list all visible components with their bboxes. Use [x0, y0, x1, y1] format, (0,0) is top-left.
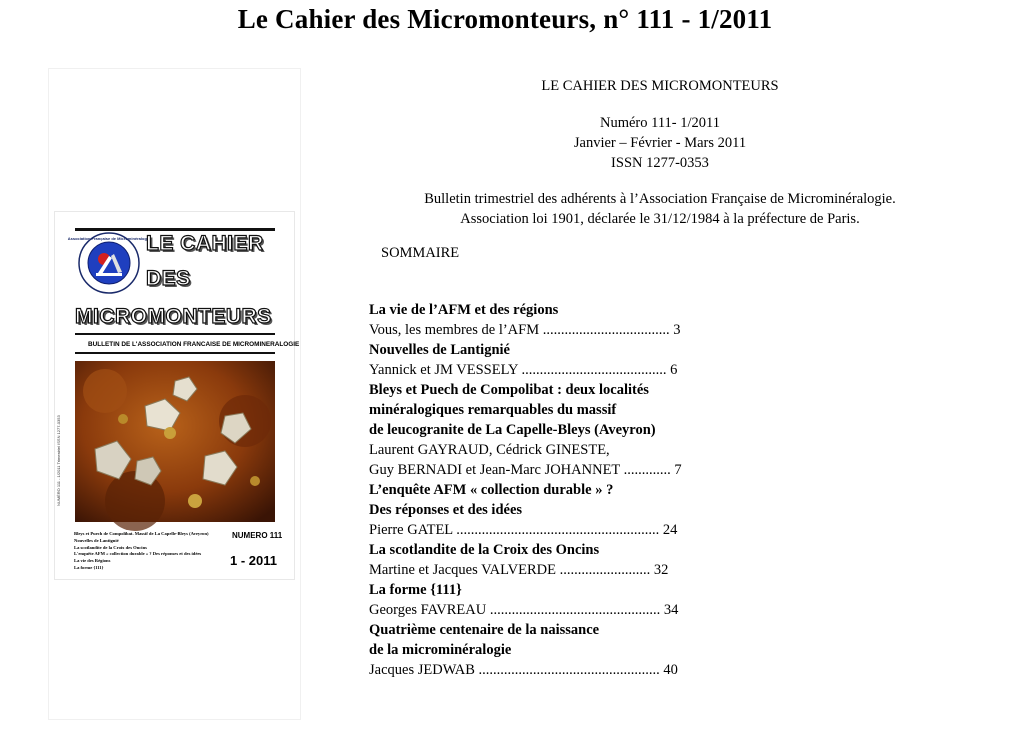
toc-entry: Martine et Jacques VALVERDE ......................... 32 [369, 562, 669, 578]
cover-date: 1 - 2011 [230, 553, 277, 568]
cover-contents-item: Bleys et Puech de Compolibat. Massif de La Capelle-Bleys (Aveyron) [74, 531, 209, 536]
toc-entry: Pierre GATEL ........................................................ 24 [369, 522, 678, 538]
cover-title-line3: MICROMONTEURS [75, 305, 272, 328]
page-title: Le Cahier des Micromonteurs, n° 111 - 1/2011 [237, 4, 773, 34]
toc-section-title: Bleys et Puech de Compolibat : deux localités [369, 382, 649, 398]
toc-section-title: La scotlandite de la Croix des Oncins [369, 542, 600, 558]
toc-section-title: de la microminéralogie [369, 642, 512, 658]
bulletin-description [380, 189, 940, 229]
cover-numero: NUMERO 111 [232, 531, 283, 540]
bulletin-line-1: Bulletin trimestriel des adhérents à l’Association Française de Microminéralogie. [424, 191, 896, 207]
cover-contents [74, 531, 224, 572]
toc-entry: Laurent GAYRAUD, Cédrick GINESTE, [369, 442, 610, 458]
cover-contents-item: La forme {111} [74, 564, 104, 570]
bulletin-line-2: Association loi 1901, déclarée le 31/12/1984 à la préfecture de Paris. [460, 211, 860, 227]
cover-spine-text: NUMÉRO 111 - 1/2011 Trimestriel ISSN 1277-0353 [56, 415, 61, 506]
issue-period: Janvier – Février - Mars 2011 [573, 135, 747, 151]
toc-section-title: L’enquête AFM « collection durable » ? [369, 482, 614, 498]
toc-entry: Jacques JEDWAB .................................................. 40 [369, 662, 678, 678]
cover-rule-top [75, 228, 275, 231]
magazine-name: LE CAHIER DES MICROMONTEURS [541, 78, 779, 94]
cover-title-line1: LE CAHIER [146, 232, 264, 255]
issue-number: Numéro 111- 1/2011 [599, 115, 720, 131]
sommaire-heading: SOMMAIRE [381, 245, 460, 261]
toc-section-title: de leucogranite de La Capelle-Bleys (Aveyron) [369, 422, 656, 438]
toc-entry: Vous, les membres de l’AFM ................................... 3 [369, 322, 681, 338]
logo-ring-text: Association Française de Microminéralogie [67, 236, 151, 241]
cover-contents-item: Nouvelles de Lantignié [74, 537, 119, 543]
cover-contents-item: La vie des Régions [74, 558, 111, 564]
toc-section-title: minéralogiques remarquables du massif [369, 402, 617, 418]
issue-info [380, 113, 940, 173]
cover-title-line2: DES [146, 267, 191, 290]
cover-rule-bottom [75, 352, 275, 354]
cover-contents-item: La scotlandite de la Croix des Oncins [74, 544, 147, 550]
toc-section-title: La forme {111} [369, 582, 462, 598]
toc-section-title: La vie de l’AFM et des régions [369, 302, 559, 318]
toc-entry: Georges FAVREAU ............................................... 34 [369, 602, 679, 618]
cover-bulletin-line: BULLETIN DE L'ASSOCIATION FRANCAISE DE MICROMINERALOGIE [88, 341, 300, 348]
mineral-photo [75, 361, 275, 522]
toc-entry: Guy BERNADI et Jean-Marc JOHANNET ............. 7 [369, 462, 682, 478]
toc-entry: Yannick et JM VESSELY ........................................ 6 [369, 362, 678, 378]
issn: ISSN 1277-0353 [611, 155, 709, 171]
toc-section-title: Des réponses et des idées [369, 502, 523, 518]
toc-section-title: Quatrième centenaire de la naissance [369, 622, 600, 638]
table-of-contents [369, 300, 682, 680]
cover-contents-item: L'enquête AFM « collection durable » ? Des réponses et des idées [74, 551, 202, 557]
cover-rule-mid [75, 333, 275, 335]
toc-section-title: Nouvelles de Lantignié [369, 342, 510, 358]
afm-logo [67, 232, 151, 294]
